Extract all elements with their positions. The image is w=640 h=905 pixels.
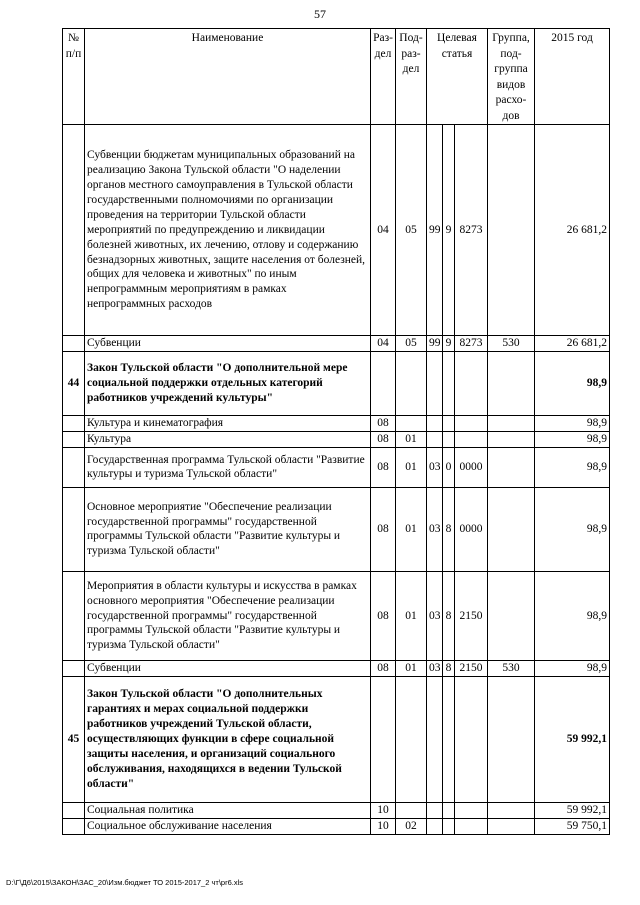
row-name: Культура	[85, 432, 371, 448]
row-name: Социальное обслуживание населения	[85, 818, 371, 834]
row-target-subprogram: 0	[443, 447, 455, 487]
row-podrazdel: 05	[396, 336, 427, 352]
row-razdel: 08	[371, 487, 396, 571]
row-target-subprogram	[443, 432, 455, 448]
row-name: Социальная политика	[85, 802, 371, 818]
row-podrazdel: 05	[396, 125, 427, 336]
row-expense-group	[488, 676, 535, 802]
row-razdel	[371, 352, 396, 416]
row-amount: 98,9	[535, 432, 610, 448]
row-name: Государственная программа Тульской области "Развитие культуры и туризма Тульской области"	[85, 447, 371, 487]
row-expense-group	[488, 818, 535, 834]
row-razdel	[371, 676, 396, 802]
row-target-program	[427, 432, 443, 448]
row-number	[63, 432, 85, 448]
table-row	[63, 802, 610, 818]
row-amount: 98,9	[535, 416, 610, 432]
row-target-direction: 0000	[455, 487, 488, 571]
row-amount: 98,9	[535, 447, 610, 487]
row-podrazdel: 01	[396, 571, 427, 660]
budget-table	[62, 28, 610, 835]
table-row	[63, 676, 610, 802]
row-amount: 98,9	[535, 352, 610, 416]
page-number: 57	[314, 7, 326, 21]
table-row	[63, 125, 610, 336]
row-expense-group	[488, 352, 535, 416]
row-amount: 59 750,1	[535, 818, 610, 834]
row-target-program: 03	[427, 447, 443, 487]
table-row	[63, 818, 610, 834]
header-podrazdel: Под-раз-дел	[396, 29, 427, 125]
row-number: 44	[63, 352, 85, 416]
row-podrazdel	[396, 352, 427, 416]
row-razdel: 04	[371, 125, 396, 336]
row-target-direction	[455, 818, 488, 834]
row-podrazdel: 01	[396, 432, 427, 448]
row-number	[63, 487, 85, 571]
row-razdel: 08	[371, 432, 396, 448]
row-target-direction	[455, 432, 488, 448]
row-target-program	[427, 352, 443, 416]
row-expense-group	[488, 571, 535, 660]
table-row	[63, 352, 610, 416]
row-number	[63, 802, 85, 818]
row-razdel: 10	[371, 818, 396, 834]
table-row	[63, 336, 610, 352]
row-name: Мероприятия в области культуры и искусства в рамках основного мероприятия "Обеспечение реализации государственной программы" государственной программы Тульской области "Развитие культуры и туризма Тульской области"	[85, 571, 371, 660]
row-amount: 59 992,1	[535, 802, 610, 818]
row-expense-group: 530	[488, 336, 535, 352]
row-podrazdel: 01	[396, 447, 427, 487]
row-target-subprogram	[443, 676, 455, 802]
header-name: Наименование	[85, 29, 371, 125]
row-razdel: 08	[371, 660, 396, 676]
row-razdel: 04	[371, 336, 396, 352]
row-podrazdel: 01	[396, 487, 427, 571]
row-target-direction	[455, 352, 488, 416]
header-target: Целевая статья	[427, 29, 488, 125]
row-razdel: 08	[371, 571, 396, 660]
row-number	[63, 416, 85, 432]
row-target-subprogram: 9	[443, 125, 455, 336]
row-number	[63, 818, 85, 834]
row-target-direction: 2150	[455, 571, 488, 660]
row-razdel: 10	[371, 802, 396, 818]
row-podrazdel	[396, 676, 427, 802]
row-name: Закон Тульской области "О дополнительной мере социальной поддержки отдельных категорий работников учреждений культуры"	[85, 352, 371, 416]
row-target-direction: 2150	[455, 660, 488, 676]
header-razdel: Раз-дел	[371, 29, 396, 125]
table-row	[63, 660, 610, 676]
row-target-direction: 8273	[455, 336, 488, 352]
row-number	[63, 571, 85, 660]
row-expense-group	[488, 416, 535, 432]
table-row	[63, 487, 610, 571]
row-target-subprogram: 8	[443, 571, 455, 660]
row-target-program	[427, 818, 443, 834]
row-target-program: 99	[427, 125, 443, 336]
row-name: Основное мероприятие "Обеспечение реализации государственной программы" государственной программы Тульской области "Развитие культуры и туризма Тульской области"	[85, 487, 371, 571]
row-number: 45	[63, 676, 85, 802]
row-amount: 26 681,2	[535, 336, 610, 352]
row-razdel: 08	[371, 447, 396, 487]
row-target-program: 03	[427, 487, 443, 571]
row-target-program	[427, 802, 443, 818]
row-name: Субвенции	[85, 336, 371, 352]
row-amount: 98,9	[535, 487, 610, 571]
row-expense-group	[488, 447, 535, 487]
row-target-program	[427, 416, 443, 432]
row-podrazdel	[396, 802, 427, 818]
row-number	[63, 336, 85, 352]
row-podrazdel: 02	[396, 818, 427, 834]
header-group: Группа, под-группа видов расхо-дов	[488, 29, 535, 125]
row-target-subprogram: 8	[443, 660, 455, 676]
row-target-direction	[455, 802, 488, 818]
row-name: Культура и кинематография	[85, 416, 371, 432]
row-target-subprogram	[443, 818, 455, 834]
row-amount: 26 681,2	[535, 125, 610, 336]
table-row	[63, 432, 610, 448]
row-podrazdel: 01	[396, 660, 427, 676]
row-target-direction: 8273	[455, 125, 488, 336]
row-target-subprogram: 9	[443, 336, 455, 352]
row-target-program: 99	[427, 336, 443, 352]
row-amount: 98,9	[535, 571, 610, 660]
row-expense-group	[488, 487, 535, 571]
row-target-subprogram	[443, 416, 455, 432]
row-target-direction: 0000	[455, 447, 488, 487]
row-target-direction	[455, 416, 488, 432]
header-year: 2015 год	[535, 29, 610, 125]
row-target-subprogram	[443, 352, 455, 416]
row-expense-group	[488, 802, 535, 818]
row-razdel: 08	[371, 416, 396, 432]
row-name: Субвенции	[85, 660, 371, 676]
row-amount: 59 992,1	[535, 676, 610, 802]
row-podrazdel	[396, 416, 427, 432]
table-row	[63, 571, 610, 660]
table-row	[63, 447, 610, 487]
row-name: Закон Тульской области "О дополнительных гарантиях и мерах социальной поддержки работников учреждений Тульской области, осуществляющих функции в сфере социальной защиты населения, и организаций социального обслуживания, находящихся в ведении Тульской области"	[85, 676, 371, 802]
row-expense-group	[488, 125, 535, 336]
row-target-direction	[455, 676, 488, 802]
row-amount: 98,9	[535, 660, 610, 676]
row-target-program: 03	[427, 571, 443, 660]
row-target-program	[427, 676, 443, 802]
row-number	[63, 125, 85, 336]
table-row	[63, 416, 610, 432]
row-number	[63, 447, 85, 487]
file-path-footer: D:\Г\Д6\2015\ЗАКОН\ЗАС_20\Изм.бюджет ТО 2015-2017_2 чт\pr6.xls	[6, 878, 243, 887]
row-number	[63, 660, 85, 676]
row-expense-group: 530	[488, 660, 535, 676]
row-target-subprogram	[443, 802, 455, 818]
row-target-subprogram: 8	[443, 487, 455, 571]
row-name: Субвенции бюджетам муниципальных образований на реализацию Закона Тульской области "О наделении органов местного самоуправления в Тульской области государственными полномочиями по организации проведения на территории Тульской области мероприятий по предупреждению и ликвидации болезней животных, их лечению, отлову и содержанию безнадзорных животных, защите населения от болезней, общих для человека и животных" по иным непрограммным мероприятиям в рамках непрограммных расходов	[85, 125, 371, 336]
row-target-program: 03	[427, 660, 443, 676]
row-expense-group	[488, 432, 535, 448]
header-num: № п/п	[63, 29, 85, 125]
header-row	[63, 29, 610, 125]
